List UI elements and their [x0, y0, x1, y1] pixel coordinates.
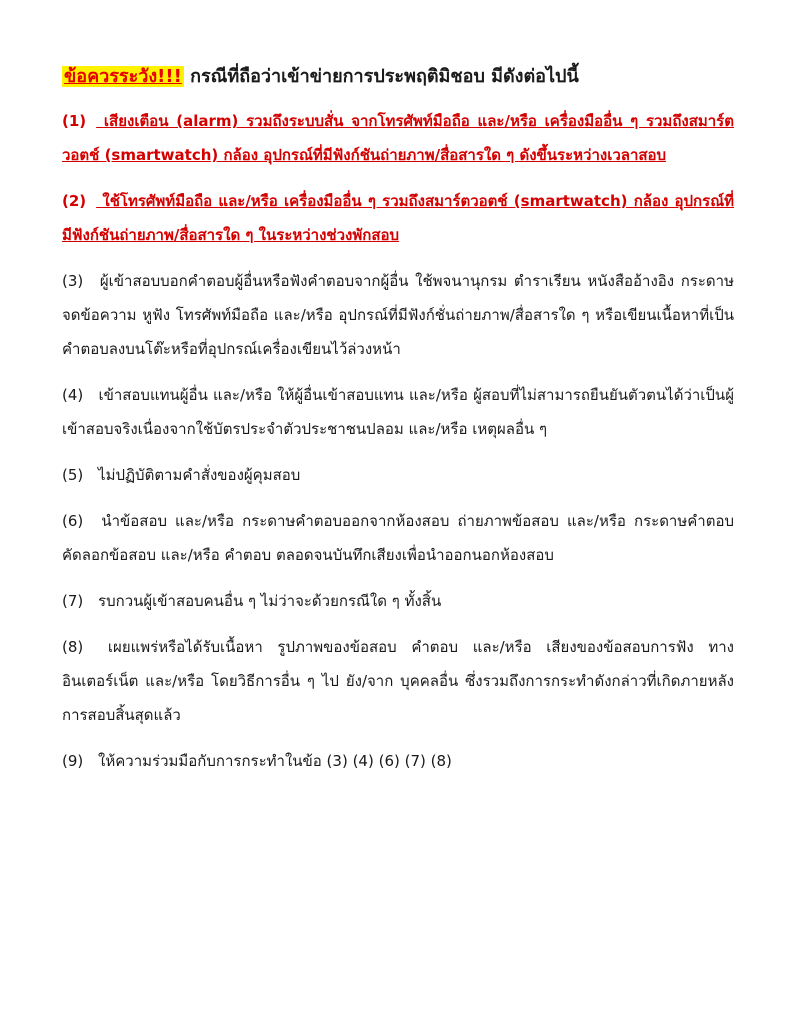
item-text: เข้าสอบแทนผู้อื่น และ/หรือ ให้ผู้อื่นเข้าสอบแทน และ/หรือ ผู้สอบที่ไม่สามารถยืนยันตัวตนได้ว่าเป็นผู้เข้าสอบจริงเนื่องจากใช้บัตรประจำตัวประชาชนปลอม และ/หรือ เหตุผลอื่น ๆ: [62, 386, 734, 438]
item-number: (3): [62, 272, 84, 290]
item-number: (7): [62, 592, 84, 610]
list-item-6: [62, 504, 734, 572]
item-number: (9): [62, 752, 84, 770]
list-item-2: [62, 184, 734, 252]
document-page: [62, 62, 734, 790]
list-item-4: [62, 378, 734, 446]
item-text: ผู้เข้าสอบบอกคำตอบผู้อื่นหรือฟังคำตอบจากผู้อื่น ใช้พจนานุกรม ตำราเรียน หนังสืออ้างอิง กระดาษจดข้อความ หูฟัง โทรศัพท์มือถือ และ/หรือ อุปกรณ์ที่มีฟังก์ชั่นถ่ายภาพ/สื่อสารใด ๆ หรือเขียนเนื้อหาที่เป็นคำตอบลงบนโต๊ะหรือที่อุปกรณ์เครื่องเขียนไว้ล่วงหน้า: [62, 272, 734, 358]
list-item-7: [62, 584, 734, 618]
item-number: (8): [62, 638, 84, 656]
item-text: ให้ความร่วมมือกับการกระทำในข้อ (3) (4) (6) (7) (8): [98, 752, 452, 770]
item-number: (4): [62, 386, 84, 404]
item-number: (1): [62, 112, 87, 130]
item-text: ใช้โทรศัพท์มือถือ และ/หรือ เครื่องมืออื่น ๆ รวมถึงสมาร์ตวอตช์ (smartwatch) กล้อง อุปกรณ์ที่มีฟังก์ชันถ่ายภาพ/สื่อสารใด ๆ ในระหว่างช่วงพักสอบ: [62, 192, 734, 244]
list-item-3: [62, 264, 734, 366]
item-text: เสียงเตือน (alarm) รวมถึงระบบสั่น จากโทรศัพท์มือถือ และ/หรือ เครื่องมืออื่น ๆ รวมถึงสมาร์ตวอตช์ (smartwatch) กล้อง อุปกรณ์ที่มีฟังก์ชันถ่ายภาพ/สื่อสารใด ๆ ดังขึ้นระหว่างเวลาสอบ: [62, 112, 734, 164]
item-text: รบกวนผู้เข้าสอบคนอื่น ๆ ไม่ว่าจะด้วยกรณีใด ๆ ทั้งสิ้น: [98, 592, 442, 610]
heading-text: กรณีที่ถือว่าเข้าข่ายการประพฤติมิชอบ มีดังต่อไปนี้: [190, 66, 579, 87]
item-number: (5): [62, 466, 84, 484]
list-item-1: [62, 104, 734, 172]
item-text: เผยแพร่หรือได้รับเนื้อหา รูปภาพของข้อสอบ คำตอบ และ/หรือ เสียงของข้อสอบการฟัง ทางอินเตอร์เน็ต และ/หรือ โดยวิธีการอื่น ๆ ไป ยัง/จาก บุคคลอื่น ซึ่งรวมถึงการกระทำดังกล่าวที่เกิดภายหลังการสอบสิ้นสุดแล้ว: [62, 638, 734, 724]
warning-label: ข้อควรระวัง!!!: [64, 66, 182, 87]
item-text: นำข้อสอบ และ/หรือ กระดาษคำตอบออกจากห้องสอบ ถ่ายภาพข้อสอบ และ/หรือ กระดาษคำตอบ คัดลอกข้อสอบ และ/หรือ คำตอบ ตลอดจนบันทึกเสียงเพื่อนำออกนอกห้องสอบ: [62, 512, 734, 564]
list-item-5: [62, 458, 734, 492]
page-heading: [62, 62, 734, 92]
item-number: (6): [62, 512, 84, 530]
list-item-8: [62, 630, 734, 732]
item-number: (2): [62, 192, 87, 210]
item-text: ไม่ปฏิบัติตามคำสั่งของผู้คุมสอบ: [98, 466, 301, 484]
list-item-9: [62, 744, 734, 778]
